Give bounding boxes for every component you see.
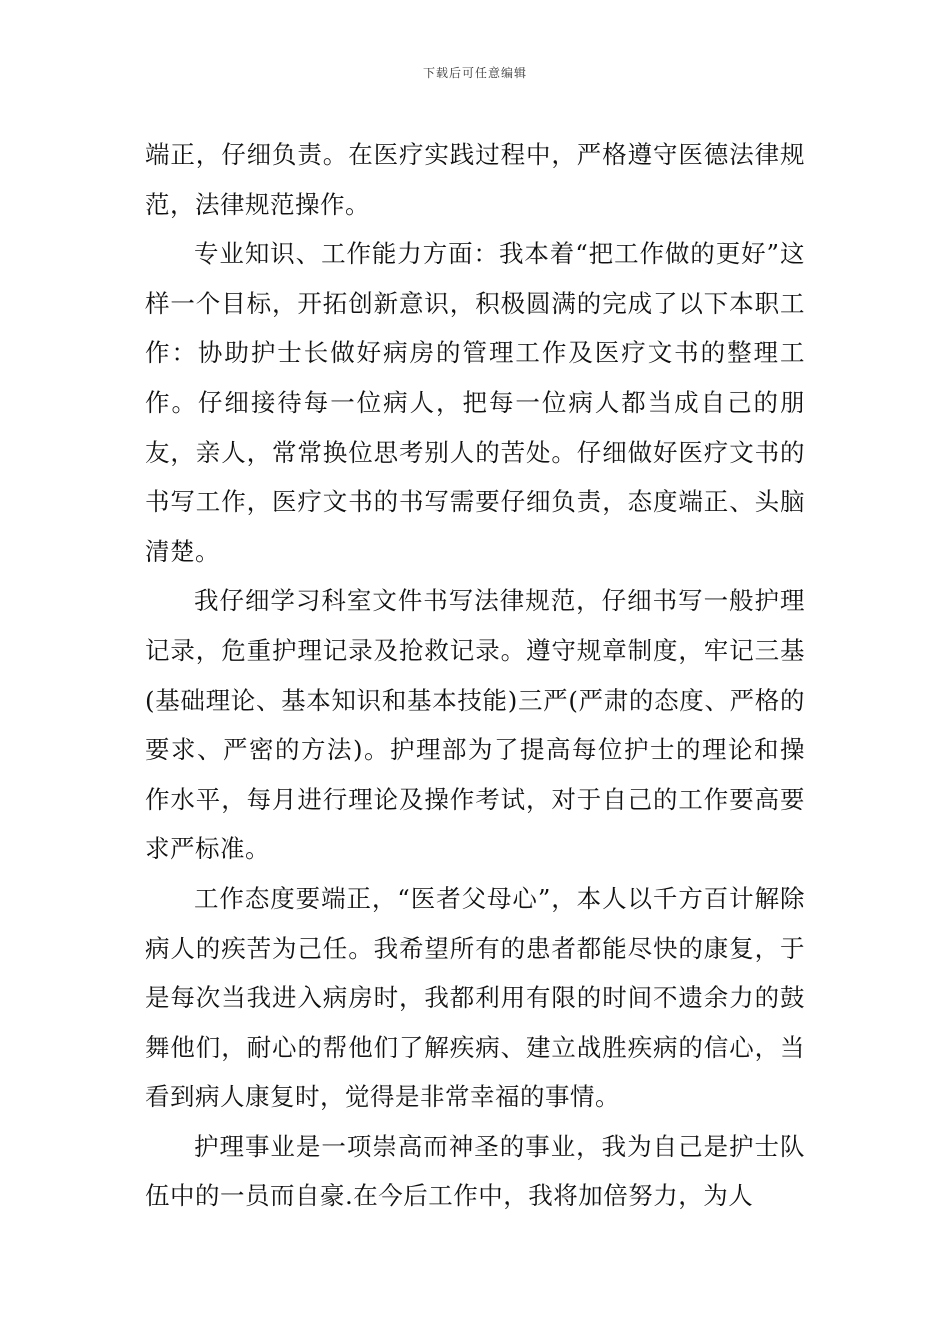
paragraph-5: 护理事业是一项崇高而神圣的事业，我为自己是护士队伍中的一员而自豪.在今后工作中，我将加倍努力，为人 [145, 1131, 805, 1211]
header-note: 下载后可任意编辑 [422, 66, 527, 80]
paragraph-1: 端正，仔细负责。在医疗实践过程中，严格遵守医德法律规范，法律规范操作。 [145, 140, 805, 219]
document-body [145, 130, 805, 1221]
paragraph-2: 专业知识、工作能力方面：我本着“把工作做的更好”这样一个目标，开拓创新意识，积极圆满的完成了以下本职工作：协助护士长做好病房的管理工作及医疗文书的整理工作。仔细接待每一位病人，把每一位病人都当成自己的朋友，亲人，常常换位思考别人的苦处。仔细做好医疗文书的书写工作，医疗文书的书写需要仔细负责，态度端正、头脑清楚。 [145, 239, 805, 566]
paragraph-4: 工作态度要端正，“医者父母心”，本人以千方百计解除病人的疾苦为己任。我希望所有的患者都能尽快的康复，于是每次当我进入病房时，我都利用有限的时间不遗余力的鼓舞他们，耐心的帮他们了解疾病、建立战胜疾病的信心，当看到病人康复时，觉得是非常幸福的事情。 [145, 883, 805, 1112]
paragraph-3: 我仔细学习科室文件书写法律规范，仔细书写一般护理记录，危重护理记录及抢救记录。遵守规章制度，牢记三基(基础理论、基本知识和基本技能)三严(严肃的态度、严格的要求、严密的方法)。护理部为了提高每位护士的理论和操作水平，每月进行理论及操作考试，对于自己的工作要高要求严标准。 [145, 586, 805, 864]
